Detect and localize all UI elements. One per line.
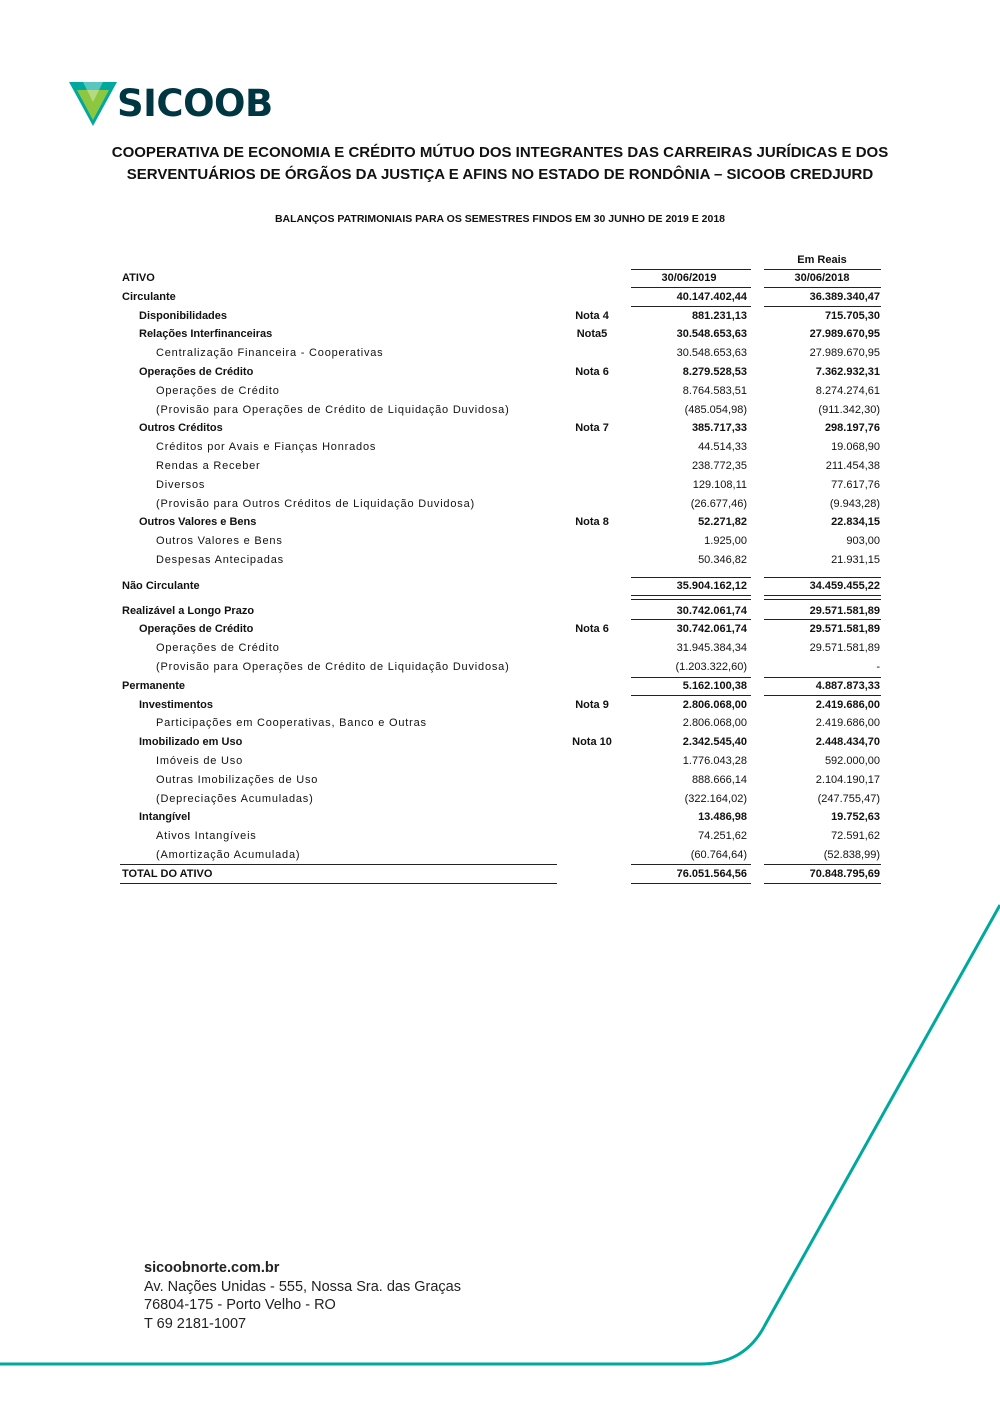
row-value-2019: (60.764,64) xyxy=(690,848,747,861)
row-label: Relações Interfinanceiras xyxy=(139,328,273,341)
row-value-2019: 44.514,33 xyxy=(698,441,747,454)
row-value-2018: 2.104.190,17 xyxy=(815,773,880,786)
row-label: Intangível xyxy=(139,811,191,824)
row-value-2018: 8.274.274,61 xyxy=(815,384,880,397)
row-value-2018: 4.887.873,33 xyxy=(815,679,880,692)
row-value-2018: (9.943,28) xyxy=(829,497,880,510)
row-value-2018: - xyxy=(876,660,880,673)
row-value-2018: 77.617,76 xyxy=(831,478,880,491)
row-note: Nota5 xyxy=(576,328,608,341)
row-value-2019: 1.925,00 xyxy=(704,535,747,548)
row-value-2018: 36.389.340,47 xyxy=(809,290,880,303)
row-value-2019: 2.806.068,00 xyxy=(682,717,747,730)
row-label: Ativos Intangíveis xyxy=(156,830,257,843)
currency-unit: Em Reais xyxy=(797,254,847,266)
row-label: Centralização Financeira - Cooperativas xyxy=(156,347,384,360)
row-label: Rendas a Receber xyxy=(156,459,261,472)
row-value-2019: 76.051.564,56 xyxy=(676,867,747,880)
row-value-2019: (322.164,02) xyxy=(684,792,747,805)
row-note: Nota 8 xyxy=(575,516,609,529)
row-label: Investimentos xyxy=(139,698,213,711)
row-label: Permanente xyxy=(122,679,185,692)
row-value-2018: 19.068,90 xyxy=(831,441,880,454)
row-value-2019: 30.548.653,63 xyxy=(676,328,747,341)
row-label: Disponibilidades xyxy=(139,309,228,322)
row-value-2019: 2.806.068,00 xyxy=(682,698,747,711)
row-value-2019: 8.764.583,51 xyxy=(682,384,747,397)
row-value-2019: (485.054,98) xyxy=(684,403,747,416)
row-value-2019: (1.203.322,60) xyxy=(675,660,747,673)
row-note: Nota 6 xyxy=(575,365,609,378)
title-line-1: COOPERATIVA DE ECONOMIA E CRÉDITO MÚTUO DOS INTEGRANTES DAS CARREIRAS JURÍDICAS E DOS xyxy=(111,144,889,161)
row-label: Diversos xyxy=(156,478,206,491)
row-label: Operações de Crédito xyxy=(139,623,254,636)
row-value-2019: 35.904.162,12 xyxy=(676,579,747,592)
row-value-2019: 30.548.653,63 xyxy=(676,347,747,360)
row-label: Outros Valores e Bens xyxy=(139,516,257,529)
row-label: Operações de Crédito xyxy=(156,642,280,655)
row-value-2018: 298.197,76 xyxy=(824,422,880,435)
row-value-2019: 31.945.384,34 xyxy=(676,642,747,655)
row-value-2018: 72.591,62 xyxy=(831,830,880,843)
row-value-2019: 30.742.061,74 xyxy=(676,623,747,636)
row-label: Outros Valores e Bens xyxy=(156,535,283,548)
row-value-2019: 50.346,82 xyxy=(698,553,747,566)
row-value-2019: 8.279.528,53 xyxy=(682,365,747,378)
document-subtitle: BALANÇOS PATRIMONIAIS PARA OS SEMESTRES FINDOS EM 30 JUNHO DE 2019 E 2018 xyxy=(274,213,726,225)
row-value-2018: (911.342,30) xyxy=(818,403,880,416)
row-label: Circulante xyxy=(122,290,176,303)
row-value-2018: 34.459.455,22 xyxy=(809,579,880,592)
row-value-2018: 29.571.581,89 xyxy=(809,642,880,655)
row-value-2018: 29.571.581,89 xyxy=(809,623,880,636)
row-label: Não Circulante xyxy=(122,579,200,592)
row-label: Despesas Antecipadas xyxy=(156,553,284,566)
row-label: Realizável a Longo Prazo xyxy=(122,604,255,617)
row-label: (Provisão para Operações de Crédito de Liquidação Duvidosa) xyxy=(156,660,510,673)
row-value-2018: 2.419.686,00 xyxy=(815,698,880,711)
row-value-2018: 21.931,15 xyxy=(831,553,880,566)
footer-phone: T 69 2181-1007 xyxy=(144,1315,247,1332)
row-value-2018: 22.834,15 xyxy=(831,516,880,529)
row-label: (Depreciações Acumuladas) xyxy=(156,792,314,805)
row-value-2019: 1.776.043,28 xyxy=(682,754,747,767)
row-value-2018: 19.752,63 xyxy=(831,811,880,824)
row-label: Participações em Cooperativas, Banco e Outras xyxy=(156,717,427,730)
row-value-2019: 5.162.100,38 xyxy=(682,679,747,692)
row-value-2018: 27.989.670,95 xyxy=(809,328,880,341)
row-value-2018: 592.000,00 xyxy=(824,754,880,767)
row-value-2018: 30/06/2018 xyxy=(794,272,850,284)
footer-address: Av. Nações Unidas - 555, Nossa Sra. das Graças xyxy=(144,1278,461,1295)
row-value-2018: 29.571.581,89 xyxy=(809,604,880,617)
row-value-2019: 30.742.061,74 xyxy=(676,604,747,617)
title-line-2: SERVENTUÁRIOS DE ÓRGÃOS DA JUSTIÇA E AFINS NO ESTADO DE RONDÔNIA – SICOOB CREDJURD xyxy=(126,166,874,183)
row-label: Operações de Crédito xyxy=(156,384,280,397)
row-value-2018: 7.362.932,31 xyxy=(815,365,880,378)
row-label: Imóveis de Uso xyxy=(156,754,244,767)
row-value-2019: 52.271,82 xyxy=(698,516,747,529)
row-note: Nota 9 xyxy=(575,698,609,711)
row-value-2018: 903,00 xyxy=(846,535,880,548)
row-value-2019: 30/06/2019 xyxy=(661,272,717,284)
row-value-2018: 70.848.795,69 xyxy=(809,867,880,880)
row-note: Nota 4 xyxy=(575,309,609,322)
row-note: Nota 7 xyxy=(575,422,609,435)
row-label: Créditos por Avais e Fianças Honrados xyxy=(156,441,377,454)
row-value-2018: (52.838,99) xyxy=(823,848,880,861)
row-label: Outros Créditos xyxy=(139,422,223,435)
footer-contact xyxy=(144,1259,461,1333)
row-value-2018: 715.705,30 xyxy=(824,309,880,322)
row-value-2019: (26.677,46) xyxy=(690,497,747,510)
row-value-2018: (247.755,47) xyxy=(817,792,880,805)
row-value-2018: 27.989.670,95 xyxy=(809,347,880,360)
row-note: Nota 10 xyxy=(572,736,612,749)
row-note: Nota 6 xyxy=(575,623,609,636)
row-value-2018: 2.448.434,70 xyxy=(815,736,880,749)
row-label: ATIVO xyxy=(122,272,155,284)
row-value-2019: 129.108,11 xyxy=(692,478,747,491)
row-label: Imobilizado em Uso xyxy=(139,736,243,749)
row-value-2019: 74.251,62 xyxy=(698,830,747,843)
row-value-2019: 238.772,35 xyxy=(691,459,747,472)
row-label: Operações de Crédito xyxy=(139,365,254,378)
logo-wordmark: SICOOB xyxy=(117,82,273,125)
row-value-2019: 13.486,98 xyxy=(698,811,747,824)
row-value-2018: 2.419.686,00 xyxy=(815,717,880,730)
footer-website: sicoobnorte.com.br xyxy=(144,1260,280,1276)
row-label: Outras Imobilizações de Uso xyxy=(156,773,319,786)
row-label: TOTAL DO ATIVO xyxy=(122,867,213,880)
row-label: (Amortização Acumulada) xyxy=(156,848,301,861)
row-value-2019: 2.342.545,40 xyxy=(682,736,747,749)
row-label: (Provisão para Outros Créditos de Liquidação Duvidosa) xyxy=(156,497,475,510)
row-value-2019: 888.666,14 xyxy=(691,773,747,786)
row-value-2018: 211.454,38 xyxy=(825,459,880,472)
row-value-2019: 40.147.402,44 xyxy=(676,290,747,303)
row-value-2019: 881.231,13 xyxy=(691,309,747,322)
row-value-2019: 385.717,33 xyxy=(691,422,747,435)
row-label: (Provisão para Operações de Crédito de Liquidação Duvidosa) xyxy=(156,403,510,416)
footer-city: 76804-175 - Porto Velho - RO xyxy=(144,1297,336,1313)
